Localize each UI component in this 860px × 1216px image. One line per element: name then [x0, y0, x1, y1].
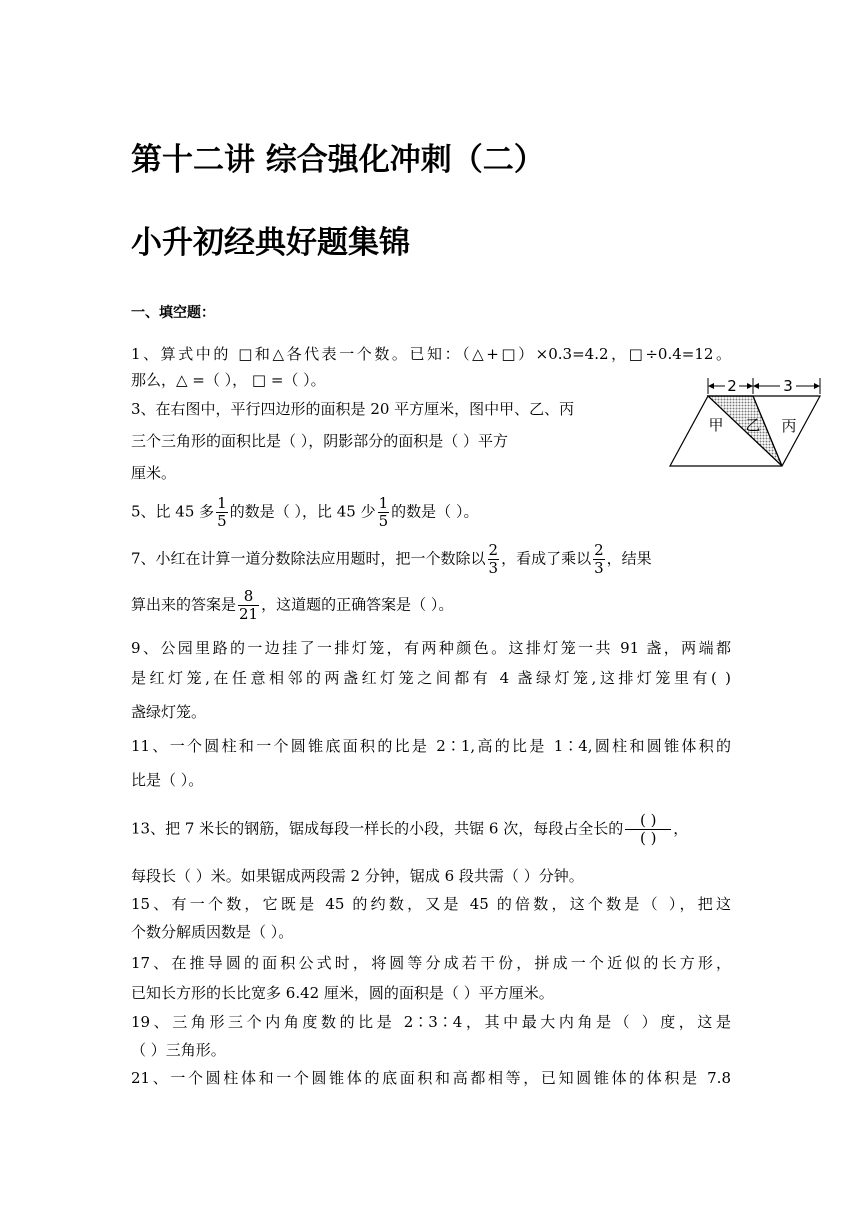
q21-line-1: 21、一个圆柱体和一个圆锥体的底面积和高都相等，已知圆锥体的体积是 7.8	[131, 1069, 731, 1087]
fraction-blank	[625, 812, 671, 847]
q5-text-1: 5、比 45 多	[131, 502, 215, 521]
q15-line-1: 15、有一个数，它既是 45 的约数，又是 45 的倍数，这个数是（ ），把这	[131, 895, 731, 913]
label-jia: 甲	[708, 416, 724, 434]
dimension-label-left: 2	[727, 377, 737, 395]
q3-line-1: 3、在右图中，平行四边形的面积是 20 平方厘米，图中甲、乙、丙	[131, 400, 575, 418]
fraction-denominator: 3	[488, 559, 499, 577]
q5-text-3: 的数是（ ）。	[391, 502, 479, 521]
lecture-title: 第十二讲 综合强化冲刺（二）	[131, 142, 545, 178]
q7-text-2: ，看成了乘以	[501, 549, 592, 568]
q7-text-4: 算出来的答案是	[131, 595, 237, 614]
q3-line-2: 三个三角形的面积比是（ ），阴影部分的面积是（ ）平方	[131, 432, 509, 450]
q15-line-2: 个数分解质因数是（ ）。	[131, 923, 294, 941]
q19-line-2: （ ）三角形。	[131, 1041, 226, 1059]
q11-line-2: 比是（ ）。	[131, 771, 204, 789]
section-heading: 一、填空题：	[131, 305, 215, 321]
q5-line	[131, 495, 478, 530]
q3-line-3: 厘米。	[131, 464, 177, 482]
q7-text-3: ，结果	[606, 549, 652, 568]
q19-line-1: 19、三角形三个内角度数的比是 2∶3∶4，其中最大内角是（ ）度，这是	[131, 1013, 731, 1031]
fraction-one-fifth	[216, 495, 228, 530]
q1-line-1: 1、算式中的 □和△各代表一个数。已知：（△+□）×0.3=4.2，□÷0.4=12。	[131, 345, 731, 363]
fraction-numerator: 2	[488, 541, 499, 559]
q9-line-3: 盏绿灯笼。	[131, 703, 207, 721]
q13-line-1	[131, 812, 688, 847]
q7-text-1: 7、小红在计算一道分数除法应用题时，把一个数除以	[131, 549, 486, 568]
q17-line-2: 已知长方形的长比宽多 6.42 厘米，圆的面积是（ ）平方厘米。	[131, 984, 554, 1002]
q9-line-2: 是红灯笼,在任意相邻的两盏红灯笼之间都有 4 盏绿灯笼,这排灯笼里有( )	[131, 669, 731, 687]
fraction-denominator: 5	[378, 512, 389, 530]
q17-line-1: 17、在推导圆的面积公式时，将圆等分成若干份，拼成一个近似的长方形，	[131, 954, 731, 972]
q11-line-1: 11、一个圆柱和一个圆锥底面积的比是 2∶1,高的比是 1∶4,圆柱和圆锥体积的	[131, 737, 731, 755]
q7-line-1	[131, 542, 652, 577]
fraction-denominator: 3	[594, 559, 604, 577]
q9-line-1: 9、公园里路的一边挂了一排灯笼，有两种颜色。这排灯笼一共 91 盏，两端都	[131, 639, 731, 657]
q1-line-2: 那么，△ =（ ）， □ =（ ）。	[131, 371, 326, 389]
fraction-blank-denominator: ( )	[640, 829, 657, 847]
dimension-label-right: 3	[783, 377, 793, 395]
q13-text-1: 13、把 7 米长的钢筋，锯成每段一样长的小段，共锯 6 次，每段占全长的	[131, 819, 624, 838]
fraction-two-thirds	[488, 542, 500, 577]
q7-text-5: ，这道题的正确答案是（ ）。	[261, 595, 454, 614]
label-bing: 丙	[781, 417, 797, 435]
fraction-one-fifth	[378, 495, 390, 530]
q7-line-2	[131, 588, 453, 623]
fraction-denominator: 21	[239, 605, 259, 623]
parallelogram-figure	[660, 374, 830, 474]
label-yi: 乙	[745, 416, 761, 434]
fraction-numerator: 8	[238, 588, 259, 606]
q5-text-2: 的数是（ ），比 45 少	[229, 502, 376, 521]
q13-text-2: ，	[673, 819, 689, 838]
fraction-eight-twentyfirsts	[238, 588, 259, 623]
fraction-blank-numerator: ( )	[625, 812, 671, 830]
fraction-two-thirds	[593, 542, 605, 577]
fraction-numerator: 1	[217, 494, 227, 512]
fraction-numerator: 2	[594, 541, 604, 559]
fraction-numerator: 1	[378, 494, 389, 512]
page-subtitle: 小升初经典好题集锦	[131, 225, 410, 261]
q13-line-2: 每段长（ ）米。如果锯成两段需 2 分钟，锯成 6 段共需（ ）分钟。	[131, 867, 584, 885]
fraction-denominator: 5	[217, 512, 227, 530]
